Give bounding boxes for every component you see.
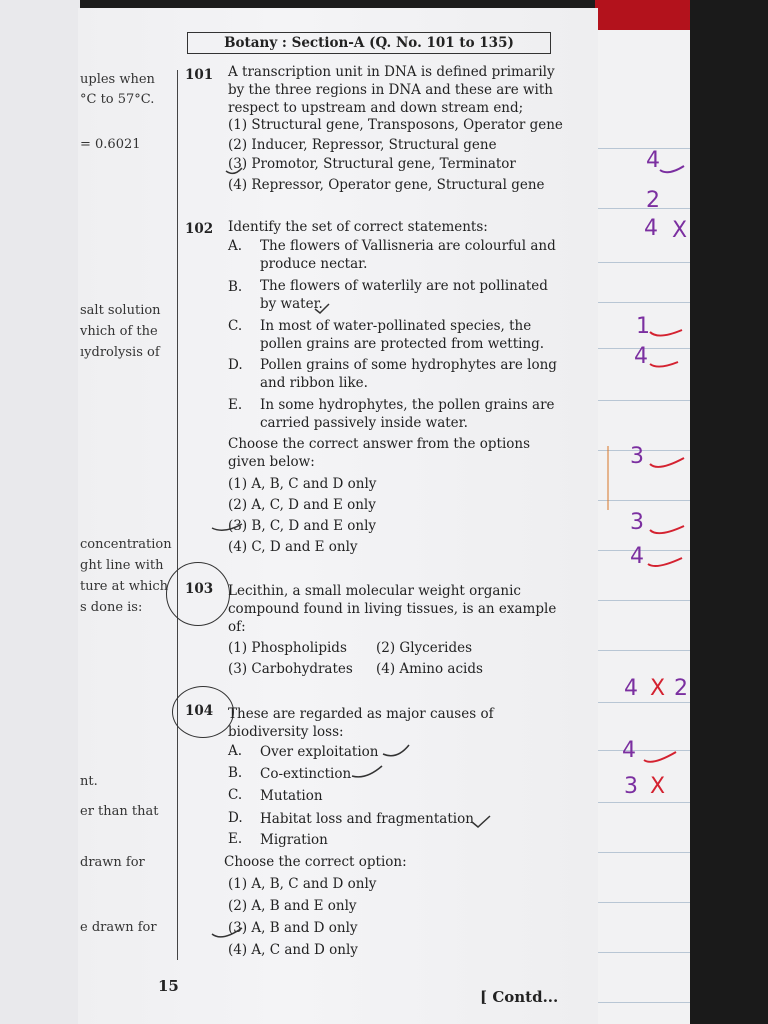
statement-text: Mutation bbox=[260, 788, 323, 804]
statement-label: C. bbox=[228, 318, 243, 334]
option: (1) A, B, C and D only bbox=[228, 476, 377, 492]
option: (2) Glycerides bbox=[376, 640, 473, 656]
question-number: 103 bbox=[185, 581, 214, 597]
nb-mark: 4 bbox=[624, 676, 638, 701]
question-text: Lecithin, a small molecular weight organic compound found in living tissues, is an example of: bbox=[228, 583, 557, 635]
left-margin-text: °C to 57°C. bbox=[80, 92, 155, 107]
nb-mark: 4 bbox=[646, 148, 660, 173]
left-margin-text: er than that bbox=[80, 804, 159, 819]
left-margin-text: = 0.6021 bbox=[80, 137, 141, 152]
left-margin-text: concentration bbox=[80, 537, 172, 552]
left-margin-text: salt solution bbox=[80, 303, 161, 318]
nb-mark: 3 bbox=[624, 774, 638, 799]
nb-mark: 2 bbox=[674, 676, 688, 701]
statement-label: A. bbox=[228, 238, 243, 254]
left-margin-text: drawn for bbox=[80, 855, 145, 870]
section-header: Botany : Section-A (Q. No. 101 to 135) bbox=[187, 32, 551, 54]
statement-label: B. bbox=[228, 765, 243, 781]
option: (1) Phospholipids bbox=[228, 640, 347, 656]
continued-label: [ Contd... bbox=[480, 988, 559, 1006]
question-text: These are regarded as major causes of biodiversity loss: bbox=[228, 706, 494, 740]
nb-mark: X bbox=[672, 218, 688, 243]
nb-mark: 1 bbox=[636, 314, 650, 339]
column-divider bbox=[177, 70, 178, 960]
option: (2) A, B and E only bbox=[228, 898, 357, 914]
question-text: Identify the set of correct statements: bbox=[228, 219, 488, 235]
left-margin-text: uples when bbox=[80, 72, 155, 87]
red-object bbox=[595, 0, 690, 30]
option: (3) B, C, D and E only bbox=[228, 518, 377, 534]
statement-label: B. bbox=[228, 279, 243, 295]
option: (3) A, B and D only bbox=[228, 920, 358, 936]
option: (1) Structural gene, Transposons, Operator gene bbox=[228, 117, 563, 133]
statement-label: A. bbox=[228, 743, 243, 759]
instruction-text: Choose the correct answer from the options given below: bbox=[228, 436, 531, 470]
left-margin-text: e drawn for bbox=[80, 920, 157, 935]
nb-mark: 4 bbox=[644, 216, 658, 241]
background-left bbox=[0, 0, 80, 1024]
left-margin-text: vhich of the bbox=[80, 324, 158, 339]
statement-label: E. bbox=[228, 831, 243, 847]
instruction-text: Choose the correct option: bbox=[224, 854, 407, 870]
nb-mark: 4 bbox=[630, 544, 644, 569]
nb-mark: 2 bbox=[646, 188, 660, 213]
option: (4) Repressor, Operator gene, Structural gene bbox=[228, 177, 545, 193]
statement-text: Co-extinction bbox=[260, 766, 352, 782]
left-margin-text: ıydrolysis of bbox=[80, 345, 160, 360]
left-margin-text: nt. bbox=[80, 774, 98, 789]
statement-label: C. bbox=[228, 787, 243, 803]
statement-text: In most of water-pollinated species, the pollen grains are protected from wetting. bbox=[260, 318, 545, 352]
statement-text: Migration bbox=[260, 832, 328, 848]
statement-text: The flowers of waterlily are not pollinated by water. bbox=[260, 278, 548, 312]
nb-mark: X bbox=[650, 774, 666, 799]
statement-text: In some hydrophytes, the pollen grains are carried passively inside water. bbox=[260, 397, 555, 431]
option: (2) Inducer, Repressor, Structural gene bbox=[228, 137, 497, 153]
left-margin-text: s done is: bbox=[80, 600, 143, 615]
option: (3) Carbohydrates bbox=[228, 661, 353, 677]
question-text: A transcription unit in DNA is defined primarily by the three regions in DNA and these are with respect to upstream and down stream end; bbox=[228, 64, 555, 116]
option: (4) Amino acids bbox=[376, 661, 483, 677]
left-margin-text: ght line with bbox=[80, 558, 164, 573]
statement-label: D. bbox=[228, 810, 243, 826]
statement-text: Habitat loss and fragmentation bbox=[260, 811, 474, 827]
nb-mark: 4 bbox=[634, 344, 648, 369]
question-number: 101 bbox=[185, 67, 214, 83]
notebook-ticks bbox=[598, 30, 690, 1024]
page-number: 15 bbox=[158, 977, 179, 995]
statement-text: Pollen grains of some hydrophytes are long and ribbon like. bbox=[260, 357, 557, 391]
option: (3) Promotor, Structural gene, Terminator bbox=[228, 156, 516, 172]
option: (4) C, D and E only bbox=[228, 539, 358, 555]
left-margin-text: ture at which bbox=[80, 579, 169, 594]
nb-mark: X bbox=[650, 676, 666, 701]
statement-text: Over exploitation bbox=[260, 744, 379, 760]
option: (2) A, C, D and E only bbox=[228, 497, 376, 513]
statement-label: E. bbox=[228, 397, 243, 413]
notebook-page bbox=[598, 30, 690, 1024]
statement-text: The flowers of Vallisneria are colourful and produce nectar. bbox=[260, 238, 556, 272]
option: (4) A, C and D only bbox=[228, 942, 358, 958]
question-number: 102 bbox=[185, 221, 214, 237]
statement-label: D. bbox=[228, 357, 243, 373]
question-number: 104 bbox=[185, 703, 214, 719]
nb-mark: 3 bbox=[630, 510, 644, 535]
nb-mark: 3 bbox=[630, 444, 644, 469]
option: (1) A, B, C and D only bbox=[228, 876, 377, 892]
nb-mark: 4 bbox=[622, 738, 636, 763]
